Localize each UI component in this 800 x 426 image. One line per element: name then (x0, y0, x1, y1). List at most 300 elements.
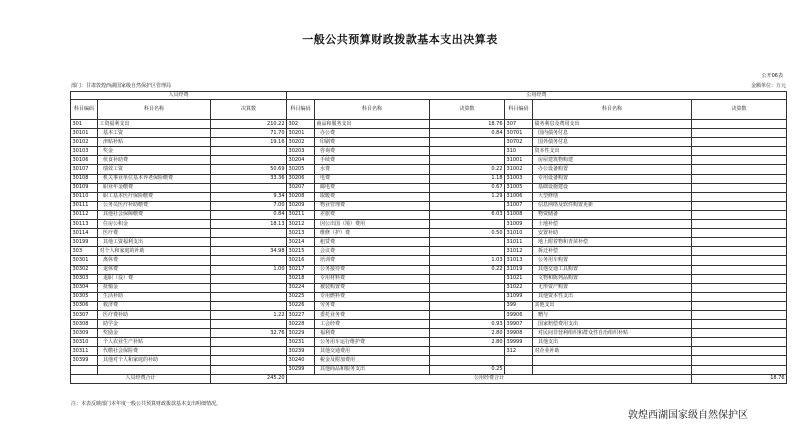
cell-code: 30218 (287, 274, 315, 283)
cell-amount: 1.29 (430, 192, 505, 201)
cell-amount (692, 229, 787, 238)
cell-name: 公务用车购置 (533, 256, 692, 265)
cell-name: 文物和陈列品购置 (533, 274, 692, 283)
watermark: 敦煌西湖国家级自然保护区 (628, 410, 748, 421)
cell-name: 专用燃料费 (315, 292, 430, 301)
cell-name: 信息网络及软件购置更新 (533, 201, 692, 210)
cell-code: 30206 (287, 174, 315, 183)
cell-name: 其他支出 (533, 301, 692, 310)
cell-amount: 1.03 (430, 256, 505, 265)
cell-code: 39999 (505, 338, 533, 347)
cell-name: 伙食补助费 (98, 156, 211, 165)
cell-name: 个人农业生产补贴 (98, 338, 211, 347)
table-row (71, 220, 787, 229)
table-row (71, 329, 787, 338)
cell-name: 取暖费 (315, 192, 430, 201)
cell-code: 310 (505, 147, 533, 156)
cell-amount: 9.34 (211, 192, 287, 201)
page-title: 一般公共预算财政拨款基本支出决算表 (302, 33, 498, 46)
cell-amount (211, 338, 287, 347)
cell-name: 退职（役）费 (98, 274, 211, 283)
header-name: 科目名称 (98, 100, 211, 120)
cell-code: 30702 (505, 138, 533, 147)
cell-code: 31013 (505, 256, 533, 265)
cell-code: 30225 (287, 292, 315, 301)
cell-code: 30208 (287, 192, 315, 201)
cell-name: 其他资本性支出 (533, 292, 692, 301)
public-total-value: 18.76 (692, 374, 787, 383)
cell-name: 物业管理费 (315, 201, 430, 210)
cell-amount (211, 147, 287, 156)
table-row (71, 147, 787, 156)
cell-name: 公务接待费 (315, 265, 430, 274)
cell-code: 30309 (71, 329, 98, 338)
table-row (71, 274, 787, 283)
cell-name: 专用设备购置 (533, 174, 692, 183)
cell-name: 拆迁补偿 (533, 247, 692, 256)
cell-amount (430, 220, 505, 229)
cell-amount (430, 247, 505, 256)
cell-amount (430, 201, 505, 210)
cell-name (533, 356, 692, 365)
table-row (71, 201, 787, 210)
cell-name: 退休费 (98, 265, 211, 274)
cell-amount (692, 310, 787, 319)
cell-code: 30307 (71, 310, 98, 319)
cell-amount (692, 347, 787, 356)
cell-amount (430, 138, 505, 147)
cell-amount (692, 129, 787, 138)
cell-code: 30299 (287, 365, 315, 374)
cell-code: 30202 (287, 138, 315, 147)
cell-code: 30211 (287, 210, 315, 219)
table-row (71, 183, 787, 192)
cell-code: 30109 (71, 183, 98, 192)
cell-name: 培训费 (315, 256, 430, 265)
cell-code: 31009 (505, 220, 533, 229)
cell-amount: 0.25 (430, 365, 505, 374)
cell-amount (211, 238, 287, 247)
table-row (71, 120, 787, 129)
table-row (71, 347, 787, 356)
cell-code: 39908 (505, 329, 533, 338)
cell-name: 公务员医疗补助缴费 (98, 201, 211, 210)
cell-amount: 18.76 (430, 120, 505, 129)
cell-amount (692, 247, 787, 256)
cell-amount: 1.18 (430, 174, 505, 183)
cell-name: 咨询费 (315, 147, 430, 156)
table-row (71, 283, 787, 292)
cell-name: 被装购置费 (315, 283, 430, 292)
table-row (71, 365, 787, 374)
cell-name: 医疗费补助 (98, 310, 211, 319)
header-code: 科目编码 (71, 100, 98, 120)
cell-amount (211, 283, 287, 292)
header-amount: 决算数 (211, 100, 287, 120)
cell-name: 国家赔偿费用支出 (533, 320, 692, 329)
cell-amount: 210.22 (211, 120, 287, 129)
cell-amount (692, 356, 787, 365)
cell-name: 租赁费 (315, 238, 430, 247)
table-row (71, 165, 787, 174)
cell-name: 国外债务付息 (533, 138, 692, 147)
cell-amount: 0.22 (430, 265, 505, 274)
cell-amount: 0.67 (430, 183, 505, 192)
cell-name: 其他支出 (533, 338, 692, 347)
cell-name: 救济费 (98, 301, 211, 310)
cell-amount: 50.69 (211, 165, 287, 174)
cell-amount: 1.00 (211, 265, 287, 274)
table-row (71, 256, 787, 265)
cell-amount (692, 201, 787, 210)
unit-label: 金额单位：万元 (750, 83, 786, 89)
cell-amount (211, 301, 287, 310)
cell-amount (692, 338, 787, 347)
cell-amount (211, 256, 287, 265)
table-row (71, 247, 787, 256)
cell-code: 30212 (287, 220, 315, 229)
table-row (71, 356, 787, 365)
cell-amount: 0.22 (430, 165, 505, 174)
cell-name: 其他社会保障缴费 (98, 210, 211, 219)
cell-code: 31021 (505, 274, 533, 283)
cell-code: 30215 (287, 247, 315, 256)
cell-amount (692, 165, 787, 174)
table-row (71, 310, 787, 319)
cell-name: 离休费 (98, 256, 211, 265)
cell-code: 302 (287, 120, 315, 129)
cell-code: 31006 (505, 192, 533, 201)
cell-amount (692, 265, 787, 274)
cell-code: 30304 (71, 283, 98, 292)
cell-name: 基本工资 (98, 129, 211, 138)
cell-code: 31019 (505, 265, 533, 274)
cell-name: 手续费 (315, 156, 430, 165)
cell-code: 30240 (287, 356, 315, 365)
cell-amount (692, 365, 787, 374)
cell-name: 税金及附加费用 (315, 356, 430, 365)
cell-amount (211, 365, 287, 374)
cell-code: 301 (71, 120, 98, 129)
department-label: 部门：甘肃敦煌西湖国家级自然保护区管理局 (71, 83, 172, 89)
cell-amount (692, 147, 787, 156)
cell-code: 30302 (71, 265, 98, 274)
cell-code: 30214 (287, 238, 315, 247)
cell-code: 30102 (71, 138, 98, 147)
cell-code: 307 (505, 120, 533, 129)
cell-code (505, 356, 533, 365)
cell-code: 31001 (505, 156, 533, 165)
cell-name: 奖励金 (98, 329, 211, 338)
cell-code: 30303 (71, 274, 98, 283)
cell-name: 对企业补助 (533, 347, 692, 356)
cell-amount (211, 274, 287, 283)
cell-name: 资本性支出 (533, 147, 692, 156)
cell-name: 其他对个人和家庭的补助 (98, 356, 211, 365)
expenditure-table (70, 91, 787, 384)
cell-code: 30103 (71, 147, 98, 156)
cell-amount (692, 120, 787, 129)
cell-code: 31011 (505, 238, 533, 247)
cell-amount: 32.76 (211, 329, 287, 338)
header-amount: 决算数 (430, 100, 505, 120)
cell-name: 因公出国（境）费用 (315, 220, 430, 229)
table-row (71, 265, 787, 274)
cell-name: 专用材料费 (315, 274, 430, 283)
cell-code: 31002 (505, 165, 533, 174)
cell-amount (692, 256, 787, 265)
cell-name: 医疗费 (98, 229, 211, 238)
cell-amount (211, 292, 287, 301)
cell-code: 30111 (71, 201, 98, 210)
cell-amount (430, 347, 505, 356)
cell-amount (692, 220, 787, 229)
cell-name (98, 365, 211, 374)
cell-code: 30227 (287, 310, 315, 319)
cell-amount (692, 138, 787, 147)
table-row (71, 174, 787, 183)
cell-name: 安置补助 (533, 229, 692, 238)
header-code: 科目编码 (505, 100, 533, 120)
table-row (71, 229, 787, 238)
table-row (71, 129, 787, 138)
cell-amount: 0.84 (430, 129, 505, 138)
cell-name: 物资储备 (533, 210, 692, 219)
cell-amount (430, 310, 505, 319)
table-row (71, 301, 787, 310)
group-header-public: 公用经费 (287, 92, 787, 100)
cell-amount: 1.22 (211, 310, 287, 319)
personnel-total-label: 人员经费合计 (71, 374, 211, 383)
cell-code (505, 365, 533, 374)
cell-code: 31005 (505, 183, 533, 192)
cell-amount (211, 320, 287, 329)
cell-amount (211, 183, 287, 192)
cell-code: 30114 (71, 229, 98, 238)
cell-code: 31003 (505, 174, 533, 183)
cell-amount: 18.13 (211, 220, 287, 229)
cell-code: 30310 (71, 338, 98, 347)
cell-code: 399 (505, 301, 533, 310)
cell-code: 31010 (505, 229, 533, 238)
cell-code: 31007 (505, 201, 533, 210)
table-row (71, 338, 787, 347)
cell-name: 委托业务费 (315, 310, 430, 319)
cell-name: 赠与 (533, 310, 692, 319)
cell-amount (430, 301, 505, 310)
header-name: 科目名称 (533, 100, 692, 120)
cell-name: 其他工资福利支出 (98, 238, 211, 247)
cell-code: 30239 (287, 347, 315, 356)
cell-code: 30205 (287, 165, 315, 174)
cell-amount (430, 238, 505, 247)
cell-name: 对民间非营利组织和群众性自治组织补贴 (533, 329, 692, 338)
cell-name: 职工基本医疗保险缴费 (98, 192, 211, 201)
totals-row (71, 374, 787, 383)
cell-code: 30231 (287, 338, 315, 347)
cell-amount (211, 229, 287, 238)
cell-code: 39906 (505, 310, 533, 319)
cell-amount (692, 320, 787, 329)
cell-name: 差旅费 (315, 210, 430, 219)
footnote: 注：本表反映部门本年度一般公共预算财政拨款基本支出明细情况。 (71, 401, 222, 407)
cell-amount (430, 274, 505, 283)
cell-amount: 2.80 (430, 329, 505, 338)
cell-name: 电费 (315, 174, 430, 183)
cell-code: 30108 (71, 174, 98, 183)
table-row (71, 292, 787, 301)
cell-code: 312 (505, 347, 533, 356)
header-code: 科目编码 (287, 100, 315, 120)
cell-amount (430, 283, 505, 292)
cell-name: 福利费 (315, 329, 430, 338)
cell-code: 31099 (505, 292, 533, 301)
cell-code: 30305 (71, 292, 98, 301)
cell-code: 303 (71, 247, 98, 256)
cell-code: 30308 (71, 320, 98, 329)
cell-amount (692, 156, 787, 165)
cell-amount: 0.84 (211, 210, 287, 219)
cell-amount: 2.80 (430, 338, 505, 347)
cell-amount (692, 274, 787, 283)
cell-amount (430, 147, 505, 156)
cell-code (71, 365, 98, 374)
cell-name: 无形资产购置 (533, 283, 692, 292)
cell-amount (692, 292, 787, 301)
cell-amount: 33.36 (211, 174, 287, 183)
cell-code: 30301 (71, 256, 98, 265)
cell-code: 30106 (71, 156, 98, 165)
cell-name: 国内债务付息 (533, 129, 692, 138)
cell-amount (692, 210, 787, 219)
cell-amount (692, 183, 787, 192)
cell-name: 津贴补贴 (98, 138, 211, 147)
cell-name: 助学金 (98, 320, 211, 329)
cell-amount (430, 292, 505, 301)
cell-code: 30110 (71, 192, 98, 201)
cell-amount: 71.70 (211, 129, 287, 138)
cell-name: 代缴社会保险费 (98, 347, 211, 356)
cell-name: 水费 (315, 165, 430, 174)
cell-code: 30228 (287, 320, 315, 329)
cell-name: 奖金 (98, 147, 211, 156)
cell-name: 公务用车运行维护费 (315, 338, 430, 347)
cell-code: 30213 (287, 229, 315, 238)
cell-amount (692, 238, 787, 247)
cell-name: 抚恤金 (98, 283, 211, 292)
cell-name: 印刷费 (315, 138, 430, 147)
cell-code: 30311 (71, 347, 98, 356)
cell-code: 31022 (505, 283, 533, 292)
cell-amount (692, 174, 787, 183)
cell-code: 31012 (505, 247, 533, 256)
group-header-personnel: 人员经费 (71, 92, 287, 100)
cell-amount: 7.00 (211, 201, 287, 210)
cell-name: 职业年金缴费 (98, 183, 211, 192)
cell-amount (692, 301, 787, 310)
cell-code: 31008 (505, 210, 533, 219)
cell-amount (692, 329, 787, 338)
cell-code: 30101 (71, 129, 98, 138)
cell-name: 其他交通费用 (315, 347, 430, 356)
cell-code: 30399 (71, 356, 98, 365)
cell-code: 30226 (287, 301, 315, 310)
cell-code: 30216 (287, 256, 315, 265)
cell-name: 机关事业单位基本养老保险缴费 (98, 174, 211, 183)
cell-name: 债务利息及费用支出 (533, 120, 692, 129)
cell-name: 生活补助 (98, 292, 211, 301)
cell-amount (211, 156, 287, 165)
cell-name: 会议费 (315, 247, 430, 256)
cell-code: 30229 (287, 329, 315, 338)
cell-name (533, 365, 692, 374)
cell-name: 大型修缮 (533, 192, 692, 201)
cell-amount (692, 192, 787, 201)
table-row (71, 138, 787, 147)
cell-name: 房屋建筑物购建 (533, 156, 692, 165)
cell-amount: 34.98 (211, 247, 287, 256)
cell-amount (211, 356, 287, 365)
cell-code: 39907 (505, 320, 533, 329)
cell-name: 地上附着物和青苗补偿 (533, 238, 692, 247)
cell-name: 基础设施建设 (533, 183, 692, 192)
cell-name: 土地补偿 (533, 220, 692, 229)
table-row (71, 210, 787, 219)
table-row (71, 238, 787, 247)
cell-amount: 0.93 (430, 320, 505, 329)
cell-code: 30113 (71, 220, 98, 229)
cell-code: 30203 (287, 147, 315, 156)
cell-name: 对个人和家庭的补助 (98, 247, 211, 256)
table-row (71, 192, 787, 201)
table-row (71, 320, 787, 329)
cell-name: 办公设备购置 (533, 165, 692, 174)
cell-code: 30204 (287, 156, 315, 165)
cell-code: 30207 (287, 183, 315, 192)
cell-name: 办公费 (315, 129, 430, 138)
cell-code: 30306 (71, 301, 98, 310)
personnel-total-value: 245.20 (211, 374, 287, 383)
cell-name: 住房公积金 (98, 220, 211, 229)
cell-code: 30217 (287, 265, 315, 274)
header-name: 科目名称 (315, 100, 430, 120)
cell-amount: 0.50 (430, 229, 505, 238)
cell-amount (211, 347, 287, 356)
cell-amount: 6.03 (430, 210, 505, 219)
cell-name: 劳务费 (315, 301, 430, 310)
cell-code: 30201 (287, 129, 315, 138)
cell-name: 其他商品和服务支出 (315, 365, 430, 374)
public-total-label: 公用经费合计 (287, 374, 692, 383)
cell-name: 绩效工资 (98, 165, 211, 174)
cell-code: 30199 (71, 238, 98, 247)
cell-amount (430, 356, 505, 365)
header-amount: 决算数 (692, 100, 787, 120)
table-row (71, 156, 787, 165)
cell-code: 30209 (287, 201, 315, 210)
cell-name: 邮电费 (315, 183, 430, 192)
cell-name: 工资福利支出 (98, 120, 211, 129)
cell-name: 维修（护）费 (315, 229, 430, 238)
cell-code: 30107 (71, 165, 98, 174)
cell-code: 30112 (71, 210, 98, 219)
cell-code: 30701 (505, 129, 533, 138)
cell-amount (430, 156, 505, 165)
cell-amount: 19.16 (211, 138, 287, 147)
cell-name: 商品和服务支出 (315, 120, 430, 129)
cell-name: 工会经费 (315, 320, 430, 329)
cell-amount (692, 283, 787, 292)
